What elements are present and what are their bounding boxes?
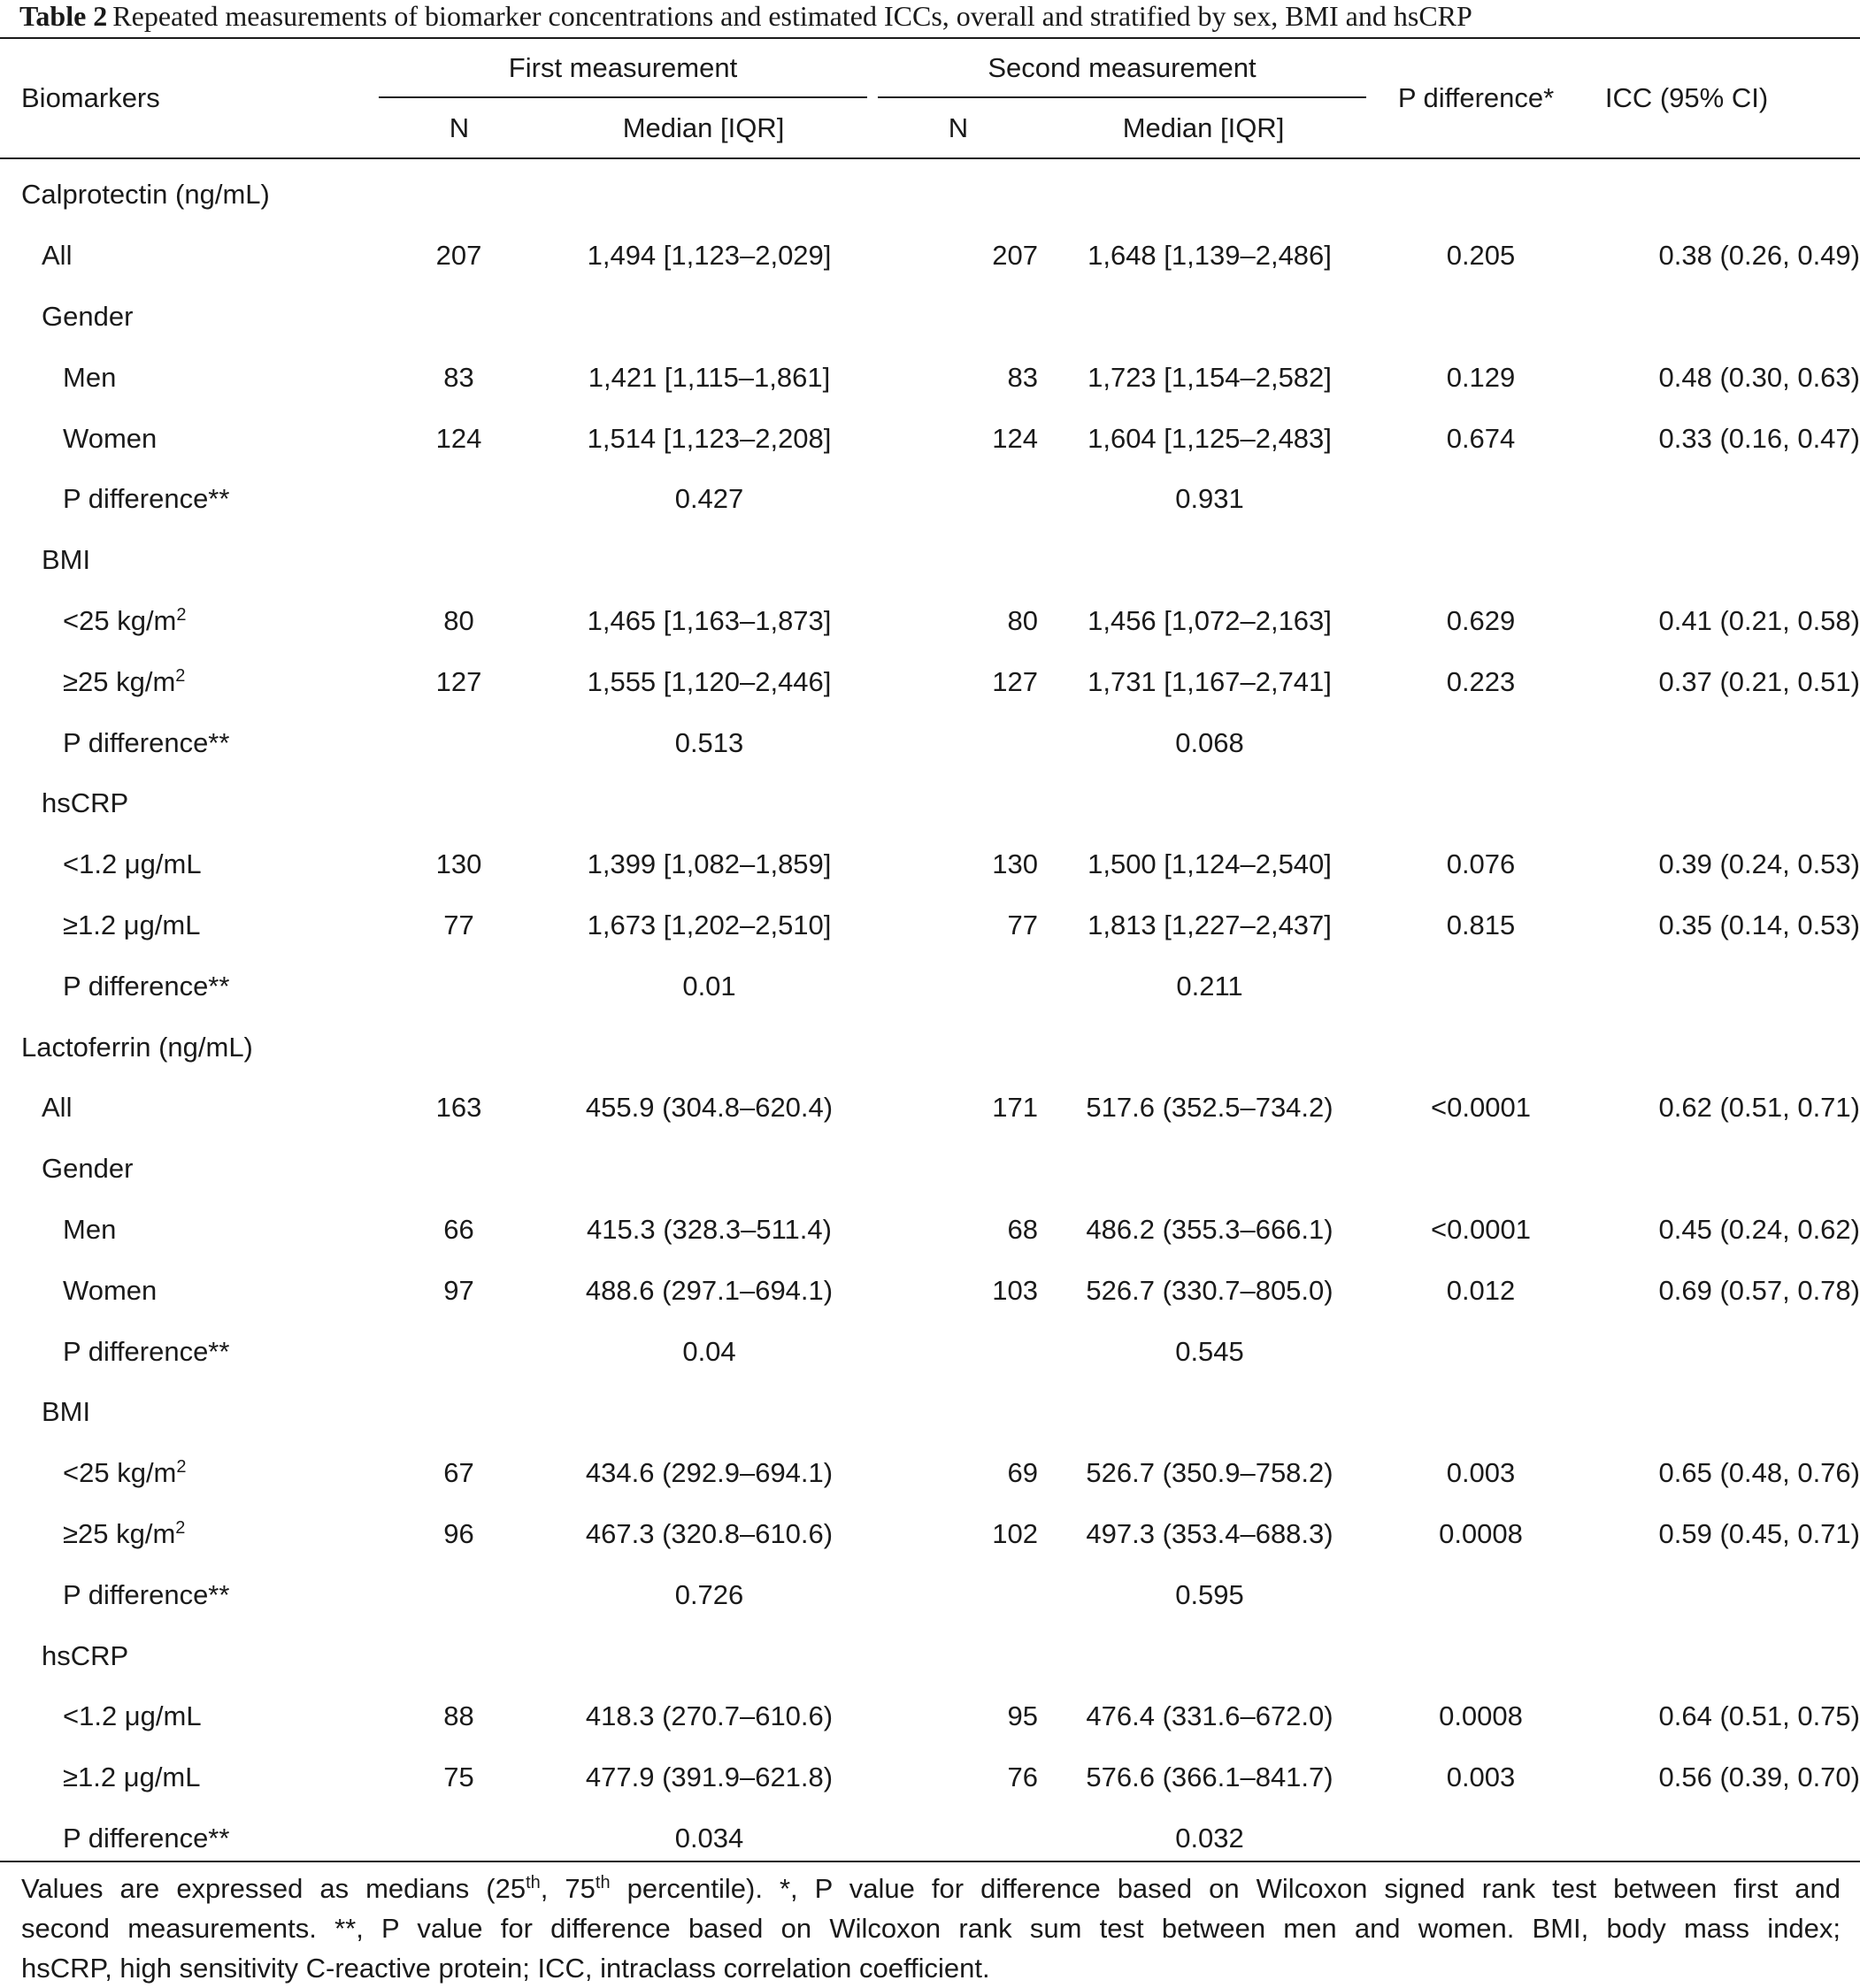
first-median-cell: 1,555 [1,120–2,446]	[587, 665, 832, 697]
first-median-cell: 1,399 [1,082–1,859]	[587, 848, 832, 880]
first-n-cell: 96	[443, 1517, 474, 1549]
footnote-line-2: second measurements. **, P value for difference based on Wilcoxon rank sum test between men and women. BMI, body mass index;	[21, 1913, 1841, 1944]
empty-cell	[380, 1625, 1860, 1686]
empty-cell	[380, 712, 537, 773]
p-difference-cell: 0.223	[1446, 665, 1516, 697]
first-n-cell: 80	[443, 604, 474, 636]
icc-cell: 0.48 (0.30, 0.63)	[1658, 361, 1860, 393]
second-p-difference-cell: 0.032	[1175, 1822, 1244, 1854]
header-second-measurement: Second measurement	[988, 52, 1257, 83]
row-label: BMI	[42, 1396, 91, 1428]
second-median-cell: 526.7 (330.7–805.0)	[1086, 1274, 1334, 1306]
first-n-cell: 66	[443, 1213, 474, 1245]
empty-cell	[380, 773, 1860, 834]
second-median-cell: 1,813 [1,227–2,437]	[1088, 909, 1332, 940]
empty-cell	[1381, 469, 1580, 530]
empty-cell	[1381, 712, 1580, 773]
second-n-cell: 83	[1007, 361, 1038, 393]
first-n-cell: 83	[443, 361, 474, 393]
second-n-cell: 103	[992, 1274, 1038, 1306]
second-median-cell: 1,731 [1,167–2,741]	[1088, 665, 1332, 697]
table-row	[0, 347, 1860, 408]
first-n-cell: 88	[443, 1700, 474, 1732]
row-label: P difference**	[63, 1335, 230, 1367]
table-title	[19, 0, 1842, 35]
empty-cell	[380, 956, 537, 1017]
row-label: <25 $kg/m^2$	[63, 604, 187, 636]
empty-cell	[380, 1382, 1860, 1443]
empty-cell	[881, 956, 1038, 1017]
icc-cell: 0.35 (0.14, 0.53)	[1658, 909, 1860, 940]
empty-cell	[881, 1808, 1038, 1869]
second-n-cell: 69	[1007, 1457, 1038, 1489]
second-n-cell: 68	[1007, 1213, 1038, 1245]
row-label: ≥1.2 μg/mL	[63, 1762, 201, 1793]
footnote-line-1: Values are expressed as medians (25th, 75th percentile). *, P value for difference based on Wilcoxon signed rank test between first and	[21, 1873, 1841, 1904]
p-difference-cell: 0.0008	[1439, 1700, 1523, 1732]
table-row	[0, 1200, 1860, 1261]
first-n-cell: 67	[443, 1457, 474, 1489]
p-difference-cell: 0.076	[1446, 848, 1516, 880]
first-p-difference-cell: 0.427	[674, 483, 744, 515]
empty-cell	[380, 287, 1860, 348]
p-difference-cell: 0.012	[1446, 1274, 1516, 1306]
p-difference-cell: 0.815	[1446, 909, 1516, 940]
row-label: Women	[63, 422, 158, 454]
icc-cell: 0.65 (0.48, 0.76)	[1658, 1457, 1860, 1489]
first-median-cell: 1,421 [1,115–1,861]	[588, 361, 831, 393]
first-p-difference-cell: 0.034	[674, 1822, 744, 1854]
second-median-cell: 1,604 [1,125–2,483]	[1088, 422, 1332, 454]
table-row	[0, 651, 1860, 712]
p-difference-cell: 0.129	[1446, 361, 1516, 393]
row-label: P difference**	[63, 1822, 230, 1854]
second-n-cell: 76	[1007, 1762, 1038, 1793]
icc-cell: 0.69 (0.57, 0.78)	[1658, 1274, 1860, 1306]
table-row	[0, 408, 1860, 469]
table-row	[0, 591, 1860, 652]
second-median-cell: 517.6 (352.5–734.2)	[1086, 1092, 1334, 1124]
second-p-difference-cell: 0.545	[1175, 1335, 1244, 1367]
second-p-difference-cell: 0.211	[1176, 970, 1243, 1002]
empty-cell	[1381, 1564, 1580, 1625]
table-row	[0, 834, 1860, 895]
empty-cell	[380, 530, 1860, 591]
p-difference-cell: 0.003	[1446, 1457, 1516, 1489]
header-biomarkers: Biomarkers	[21, 82, 160, 113]
group-row	[0, 530, 1860, 591]
p-difference-cell: <0.0001	[1431, 1213, 1531, 1245]
first-median-cell: 1,514 [1,123–2,208]	[587, 422, 832, 454]
row-label: <25 $kg/m^2$	[63, 1457, 187, 1489]
row-label: P difference**	[63, 970, 230, 1002]
first-median-cell: 477.9 (391.9–621.8)	[585, 1762, 834, 1793]
table-title-label: Table 2	[19, 0, 108, 32]
second-median-cell: 1,723 [1,154–2,582]	[1088, 361, 1332, 393]
icc-cell: 0.62 (0.51, 0.71)	[1658, 1092, 1860, 1124]
first-p-difference-cell: 0.04	[682, 1335, 736, 1367]
p-difference-row	[0, 469, 1860, 530]
row-label: All	[42, 1092, 73, 1124]
empty-cell	[1580, 1564, 1860, 1625]
first-median-cell: 1,465 [1,163–1,873]	[587, 604, 832, 636]
group-row	[0, 1139, 1860, 1200]
p-difference-cell: 0.205	[1446, 240, 1516, 272]
first-p-difference-cell: 0.01	[682, 970, 736, 1002]
second-median-cell: 1,500 [1,124–2,540]	[1088, 848, 1332, 880]
table-title-text: Repeated measurements of biomarker concentrations and estimated ICCs, overall and stratified by sex, BMI and hsCRP	[112, 0, 1472, 32]
row-label: ≥25 $kg/m^2$	[63, 665, 186, 697]
section-row	[0, 1017, 1860, 1078]
second-n-cell: 95	[1007, 1700, 1038, 1732]
icc-cell: 0.33 (0.16, 0.47)	[1658, 422, 1860, 454]
first-median-cell: 434.6 (292.9–694.1)	[585, 1457, 834, 1489]
row-label: P difference**	[63, 483, 230, 515]
p-difference-row	[0, 1321, 1860, 1382]
first-median-cell: 415.3 (328.3–511.4)	[587, 1213, 832, 1245]
second-median-cell: 486.2 (355.3–666.1)	[1086, 1213, 1334, 1245]
icc-cell: 0.64 (0.51, 0.75)	[1658, 1700, 1860, 1732]
first-median-cell: 467.3 (320.8–610.6)	[585, 1517, 834, 1549]
table-row	[0, 1747, 1860, 1808]
first-median-cell: 455.9 (304.8–620.4)	[585, 1092, 834, 1124]
first-n-cell: 124	[435, 422, 482, 454]
first-p-difference-cell: 0.513	[674, 726, 744, 758]
first-median-cell: 418.3 (270.7–610.6)	[585, 1700, 834, 1732]
first-n-cell: 77	[443, 909, 474, 940]
footnote-line-3: hsCRP, high sensitivity C-reactive protein; ICC, intraclass correlation coefficient.	[21, 1953, 990, 1984]
first-n-cell: 207	[435, 240, 482, 272]
row-label: <1.2 μg/mL	[63, 1700, 202, 1732]
empty-cell	[881, 1321, 1038, 1382]
icc-cell: 0.59 (0.45, 0.71)	[1658, 1517, 1860, 1549]
second-p-difference-cell: 0.931	[1175, 483, 1244, 515]
header-median-second: Median [IQR]	[1122, 112, 1285, 143]
second-p-difference-cell: 0.068	[1175, 726, 1244, 758]
row-label: Gender	[42, 1153, 134, 1185]
empty-cell	[1580, 1321, 1860, 1382]
header-bottom-rule	[0, 157, 1860, 159]
row-label: hsCRP	[42, 787, 129, 819]
second-measurement-rule	[878, 96, 1366, 98]
p-difference-row	[0, 1564, 1860, 1625]
row-label: Gender	[42, 300, 134, 332]
group-row	[0, 773, 1860, 834]
group-row	[0, 1382, 1860, 1443]
header-first-measurement: First measurement	[508, 52, 738, 83]
icc-cell: 0.41 (0.21, 0.58)	[1658, 604, 1860, 636]
empty-cell	[1580, 956, 1860, 1017]
row-label: ≥25 $kg/m^2$	[63, 1517, 186, 1549]
second-n-cell: 171	[992, 1092, 1038, 1124]
header-median-first: Median [IQR]	[622, 112, 785, 143]
empty-cell	[1381, 956, 1580, 1017]
p-difference-cell: <0.0001	[1431, 1092, 1531, 1124]
empty-cell	[380, 1808, 537, 1869]
row-label: hsCRP	[42, 1639, 129, 1671]
table-row	[0, 1504, 1860, 1565]
row-label: Men	[63, 361, 117, 393]
header-n-first: N	[449, 112, 470, 143]
second-n-cell: 77	[1007, 909, 1038, 940]
second-n-cell: 102	[992, 1517, 1038, 1549]
first-n-cell: 130	[435, 848, 482, 880]
icc-cell: 0.39 (0.24, 0.53)	[1658, 848, 1860, 880]
empty-cell	[1381, 1808, 1580, 1869]
bottom-rule	[0, 1861, 1860, 1862]
empty-cell	[1381, 1321, 1580, 1382]
icc-cell: 0.38 (0.26, 0.49)	[1658, 240, 1860, 272]
empty-cell	[1580, 1808, 1860, 1869]
empty-cell	[881, 712, 1038, 773]
second-n-cell: 207	[992, 240, 1038, 272]
first-median-cell: 488.6 (297.1–694.1)	[585, 1274, 834, 1306]
first-n-cell: 75	[443, 1762, 474, 1793]
empty-cell	[881, 469, 1038, 530]
first-p-difference-cell: 0.726	[674, 1578, 744, 1610]
table-footnote	[21, 1869, 1841, 1988]
first-median-cell: 1,673 [1,202–2,510]	[587, 909, 832, 940]
header-p-difference: P difference*	[1397, 82, 1555, 113]
first-n-cell: 127	[435, 665, 482, 697]
empty-cell	[380, 1017, 1860, 1078]
p-difference-cell: 0.003	[1446, 1762, 1516, 1793]
header-n-second: N	[948, 112, 969, 143]
row-label: Men	[63, 1213, 117, 1245]
second-median-cell: 526.7 (350.9–758.2)	[1086, 1457, 1334, 1489]
row-label: P difference**	[63, 1578, 230, 1610]
empty-cell	[1580, 712, 1860, 773]
table-row	[0, 895, 1860, 956]
second-median-cell: 1,648 [1,139–2,486]	[1088, 240, 1332, 272]
icc-cell: 0.56 (0.39, 0.70)	[1658, 1762, 1860, 1793]
row-label: P difference**	[63, 726, 230, 758]
row-label: <1.2 μg/mL	[63, 848, 202, 880]
empty-cell	[1580, 469, 1860, 530]
row-label: Women	[63, 1274, 158, 1306]
row-label: Lactoferrin (ng/mL)	[21, 1031, 253, 1063]
icc-cell: 0.37 (0.21, 0.51)	[1658, 665, 1860, 697]
empty-cell	[380, 165, 1860, 226]
second-n-cell: 127	[992, 665, 1038, 697]
second-median-cell: 476.4 (331.6–672.0)	[1086, 1700, 1334, 1732]
empty-cell	[881, 1564, 1038, 1625]
empty-cell	[380, 1321, 537, 1382]
table-body	[0, 165, 1860, 1869]
empty-cell	[380, 469, 537, 530]
row-label: Calprotectin (ng/mL)	[21, 179, 270, 211]
second-n-cell: 130	[992, 848, 1038, 880]
first-n-cell: 163	[435, 1092, 482, 1124]
section-row	[0, 165, 1860, 226]
table-row	[0, 1260, 1860, 1321]
first-n-cell: 97	[443, 1274, 474, 1306]
second-p-difference-cell: 0.595	[1175, 1578, 1244, 1610]
p-difference-row	[0, 1808, 1860, 1869]
second-median-cell: 576.6 (366.1–841.7)	[1086, 1762, 1334, 1793]
row-label: BMI	[42, 544, 91, 576]
p-difference-cell: 0.629	[1446, 604, 1516, 636]
table-row	[0, 1686, 1860, 1747]
top-rule	[0, 37, 1860, 39]
first-median-cell: 1,494 [1,123–2,029]	[587, 240, 832, 272]
group-row	[0, 1625, 1860, 1686]
p-difference-row	[0, 956, 1860, 1017]
row-label: ≥1.2 μg/mL	[63, 909, 201, 940]
header-icc: ICC (95% CI)	[1604, 82, 1769, 113]
second-median-cell: 497.3 (353.4–688.3)	[1086, 1517, 1334, 1549]
p-difference-cell: 0.0008	[1439, 1517, 1523, 1549]
second-median-cell: 1,456 [1,072–2,163]	[1088, 604, 1332, 636]
row-label: All	[42, 240, 73, 272]
group-row	[0, 287, 1860, 348]
icc-cell: 0.45 (0.24, 0.62)	[1658, 1213, 1860, 1245]
table-row	[0, 1078, 1860, 1139]
p-difference-row	[0, 712, 1860, 773]
data-table	[0, 165, 1860, 1869]
second-n-cell: 124	[992, 422, 1038, 454]
empty-cell	[380, 1139, 1860, 1200]
second-n-cell: 80	[1007, 604, 1038, 636]
table-row	[0, 1443, 1860, 1504]
table-row	[0, 226, 1860, 287]
empty-cell	[380, 1564, 537, 1625]
p-difference-cell: 0.674	[1446, 422, 1516, 454]
first-measurement-rule	[379, 96, 867, 98]
